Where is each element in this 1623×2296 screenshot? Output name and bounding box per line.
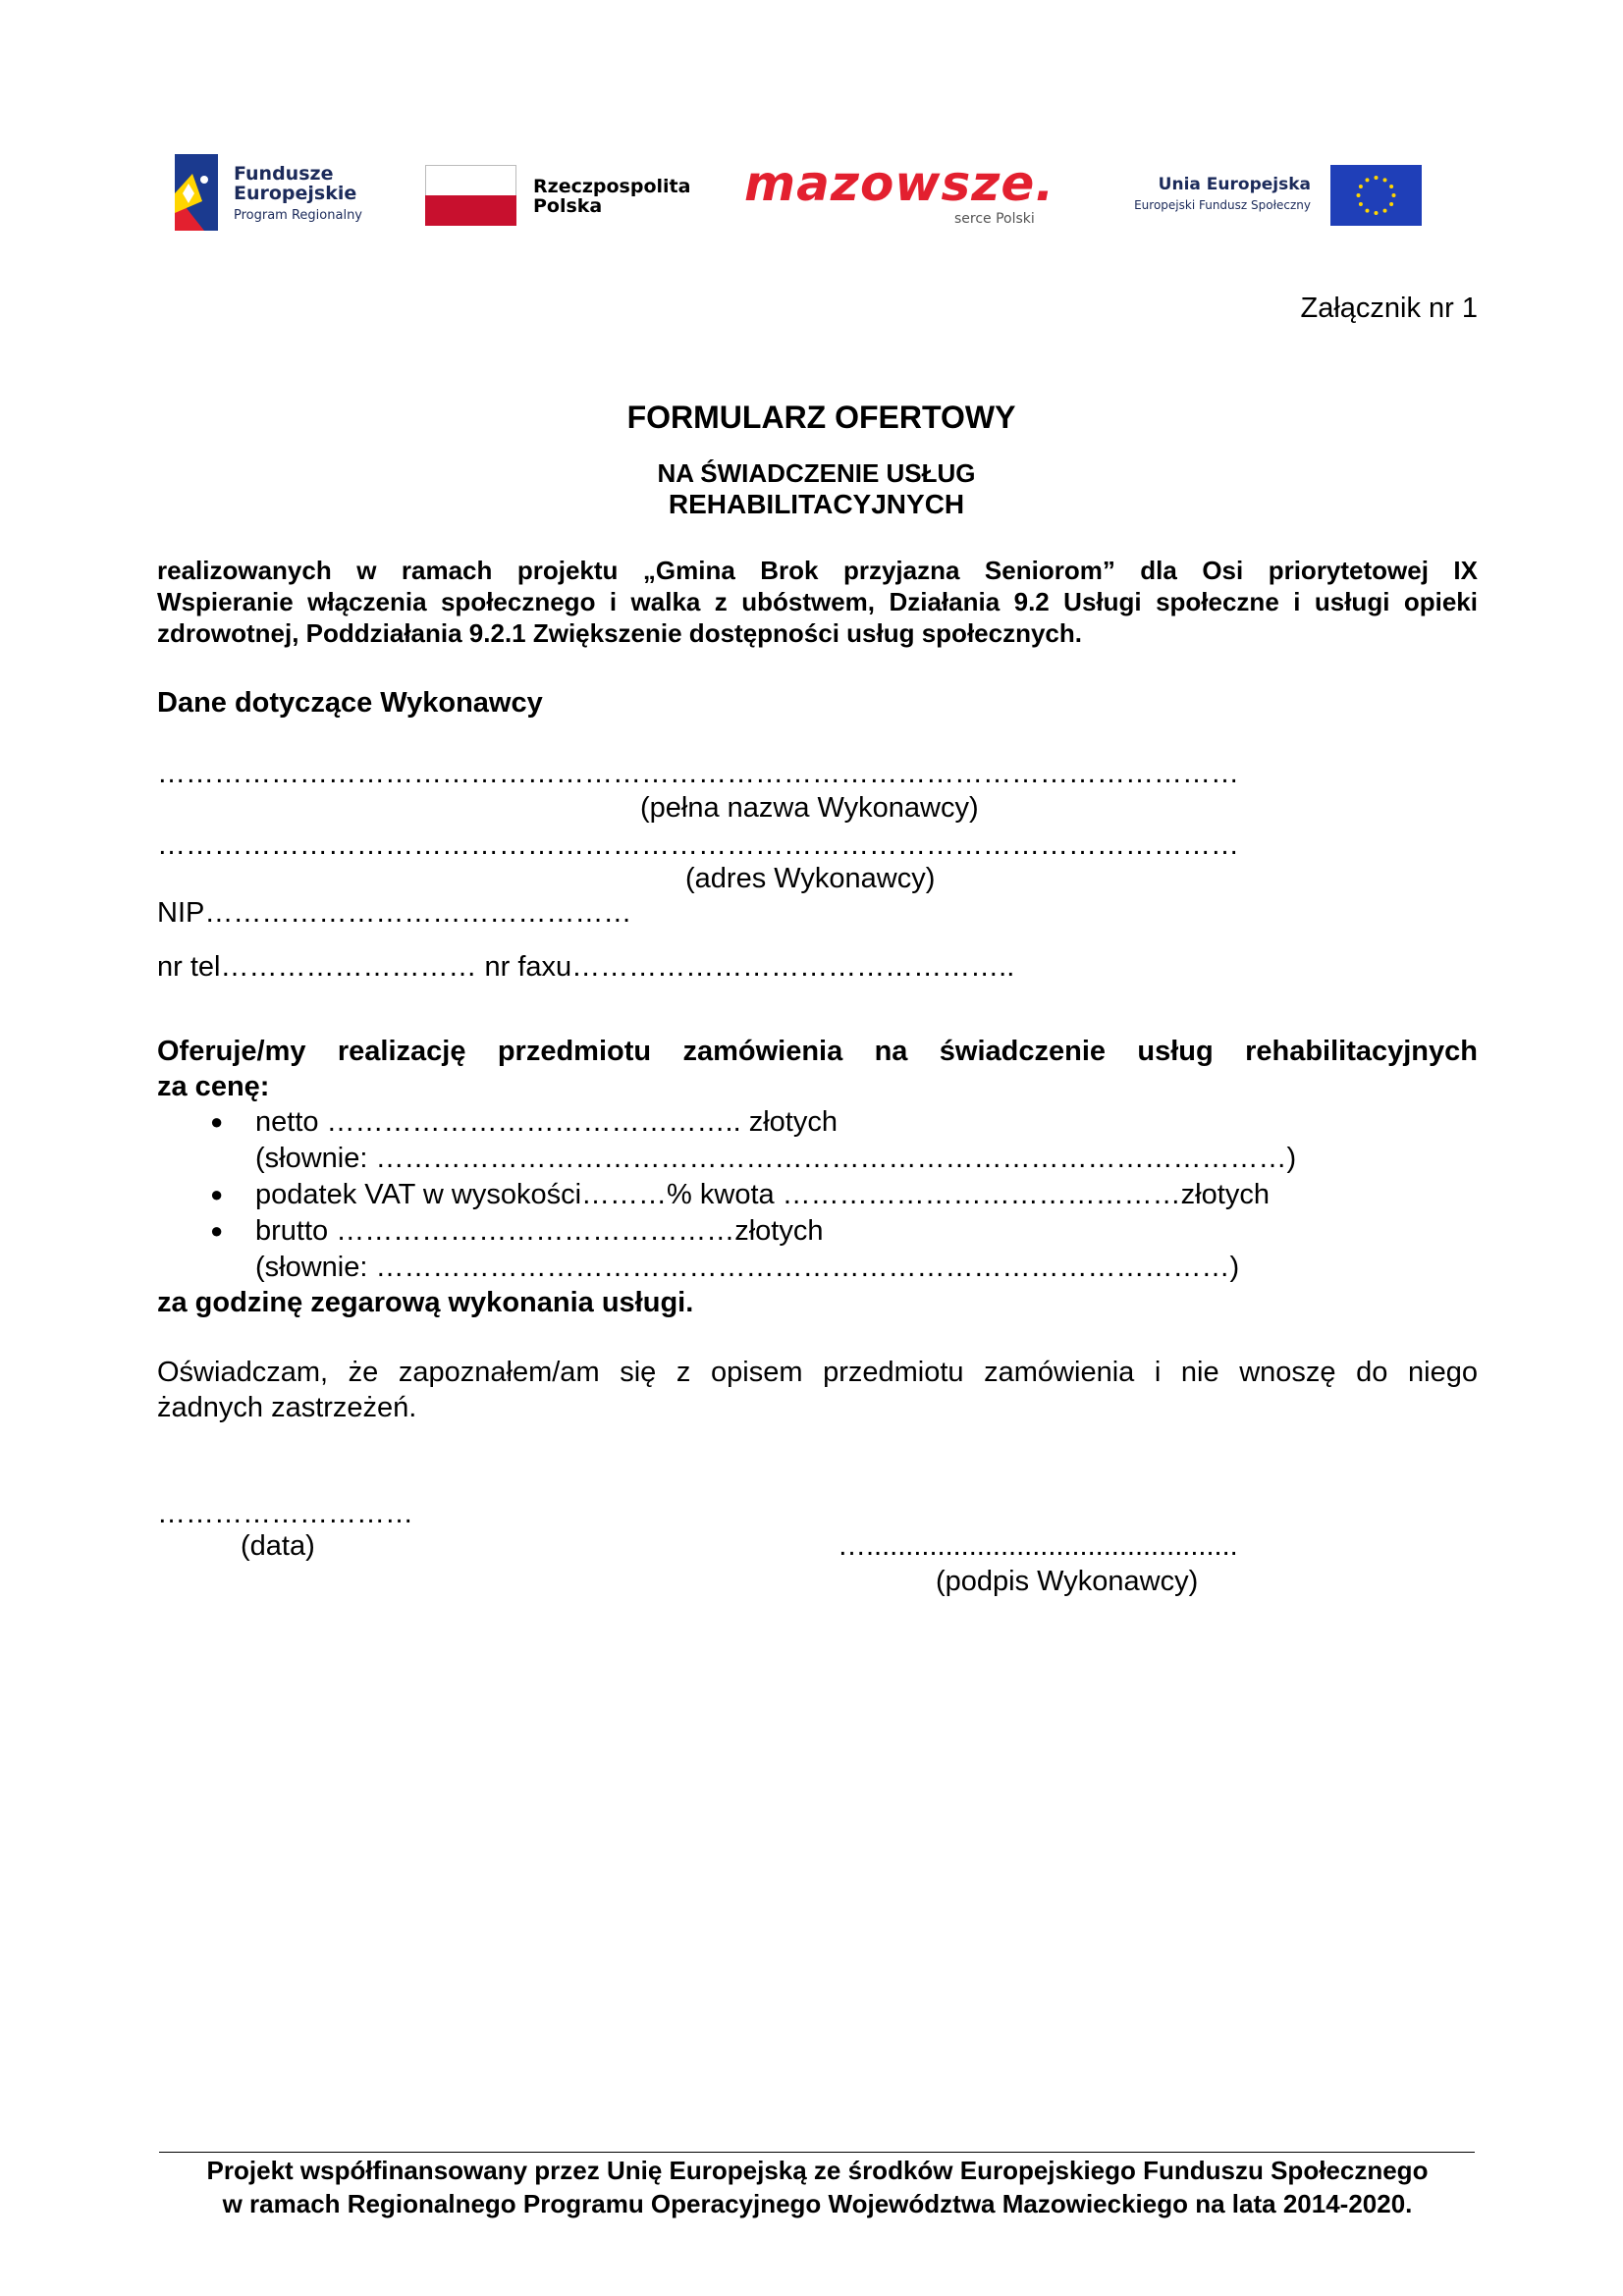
fe-line2: Europejskie bbox=[234, 183, 357, 204]
rp-line2: Polska bbox=[533, 195, 603, 217]
intro-line-3: zdrowotnej, Poddziałania 9.2.1 Zwiększenie dostępności usług społecznych. bbox=[157, 618, 1082, 648]
vat-field: podatek VAT w wysokości………% kwota ……………………………………złotych bbox=[255, 1179, 1270, 1210]
statement-line-2: żadnych zastrzeżeń. bbox=[157, 1392, 417, 1423]
statement-paragraph bbox=[157, 1355, 1478, 1425]
address-field-dots: …………………………………………………………………………………………………… bbox=[157, 829, 1239, 861]
mazowsze-tagline: serce Polski bbox=[954, 211, 1035, 227]
mazowsze-wordmark: mazowsze. bbox=[744, 155, 1055, 212]
eu-line2: Europejski Fundusz Społeczny bbox=[1134, 198, 1311, 212]
address-field-label: (adres Wykonawcy) bbox=[685, 863, 936, 894]
footer-line-1: Projekt współfinansowany przez Unię Europejską ze środków Europejskiego Funduszu Społecznego bbox=[206, 2156, 1429, 2185]
eu-line1: Unia Europejska bbox=[1158, 175, 1311, 194]
offer-paragraph bbox=[157, 1034, 1478, 1104]
contractor-heading: Dane dotyczące Wykonawcy bbox=[157, 687, 543, 719]
per-hour-note: za godzinę zegarową wykonania usługi. bbox=[157, 1287, 694, 1318]
intro-line-2: Wspieranie włączenia społecznego i walka z ubóstwem, Działania 9.2 Usługi społeczne i usługi opieki bbox=[157, 587, 1478, 616]
logo-unia-europejska bbox=[1119, 165, 1424, 226]
fe-line3: Program Regionalny bbox=[234, 208, 362, 223]
bullet-icon: ● bbox=[210, 1109, 224, 1134]
bullet-icon: ● bbox=[210, 1218, 224, 1243]
signature-label: (podpis Wykonawcy) bbox=[936, 1566, 1199, 1597]
statement-line-1: Oświadczam, że zapoznałem/am się z opisem przedmiotu zamówienia i nie wnoszę do niego bbox=[157, 1357, 1478, 1388]
form-subtitle-2: REHABILITACYJNYCH bbox=[668, 489, 965, 519]
netto-words-field: (słownie: ……………………………………………………………………………………) bbox=[255, 1143, 1297, 1174]
netto-field: netto …………………………………….. złotych bbox=[255, 1106, 838, 1138]
phone-fax-field: nr tel……………………… nr faxu……………………………………….. bbox=[157, 951, 1015, 983]
brutto-words-field: (słownie: ………………………………………………………………………………) bbox=[255, 1252, 1240, 1283]
logo-fundusze-europejskie bbox=[175, 152, 371, 233]
date-label: (data) bbox=[241, 1530, 315, 1562]
nip-field: NIP……………………………………… bbox=[157, 897, 632, 929]
name-field-dots: …………………………………………………………………………………………………… bbox=[157, 758, 1239, 789]
form-title: FORMULARZ OFERTOWY bbox=[626, 400, 1016, 435]
footer bbox=[0, 2154, 1623, 2220]
intro-line-1: realizowanych w ramach projektu „Gmina Brok przyjazna Seniorom” dla Osi priorytetowej IX bbox=[157, 556, 1478, 585]
fe-line1: Fundusze bbox=[234, 163, 334, 185]
name-field-label: (pełna nazwa Wykonawcy) bbox=[640, 792, 979, 824]
rp-line1: Rzeczpospolita bbox=[533, 176, 691, 197]
offer-line-2: za cenę: bbox=[157, 1071, 270, 1102]
intro-paragraph bbox=[157, 555, 1478, 649]
fe-flag-icon bbox=[175, 154, 218, 231]
footer-line-2: w ramach Regionalnego Programu Operacyjnego Województwa Mazowieckiego na lata 2014-2020. bbox=[222, 2189, 1413, 2218]
eu-flag-icon bbox=[1330, 165, 1422, 226]
signature-dots: …............................................... bbox=[838, 1530, 1238, 1562]
polish-flag-icon bbox=[425, 165, 516, 226]
footer-rule bbox=[159, 2152, 1475, 2153]
logo-mazowsze bbox=[744, 155, 1068, 234]
date-dots: ……………………… bbox=[157, 1498, 413, 1529]
bullet-icon: ● bbox=[210, 1182, 224, 1206]
brutto-field: brutto ……………………………………złotych bbox=[255, 1215, 824, 1247]
offer-line-1: Oferuje/my realizację przedmiotu zamówienia na świadczenie usług rehabilitacyjnych bbox=[157, 1036, 1478, 1067]
annex-label: Załącznik nr 1 bbox=[1300, 293, 1478, 324]
form-subtitle-1: NA ŚWIADCZENIE USŁUG bbox=[657, 458, 976, 488]
logo-rzeczpospolita bbox=[425, 165, 700, 226]
